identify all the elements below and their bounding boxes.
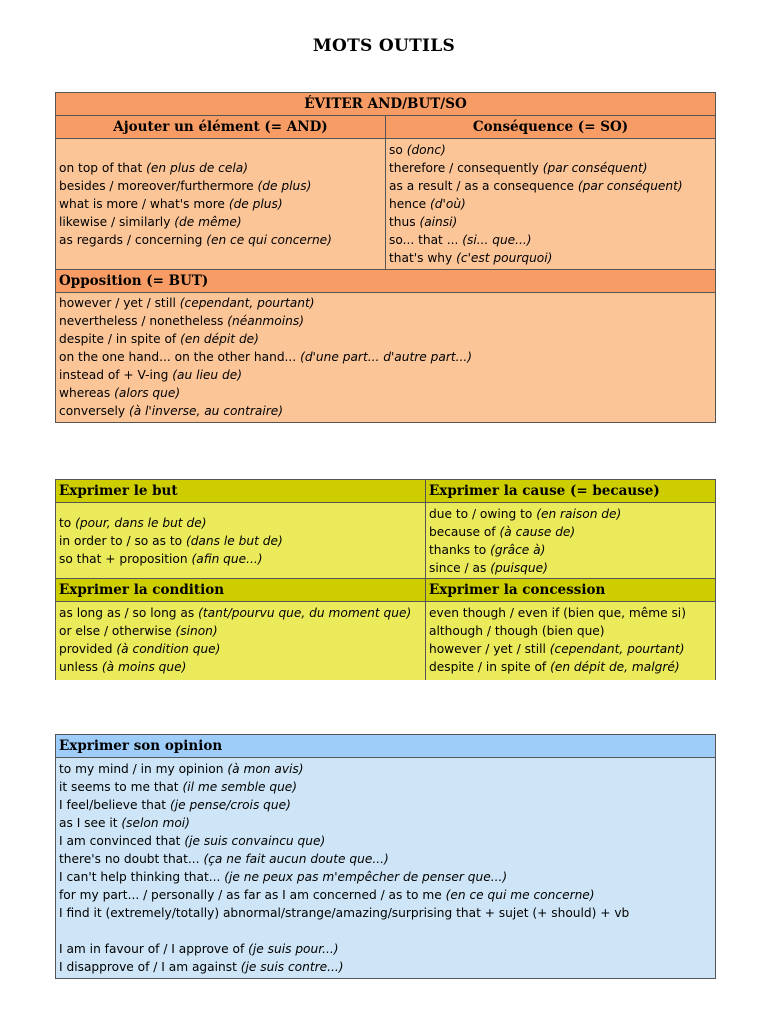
goal-header: Exprimer le but (56, 480, 426, 503)
phrase-line (429, 505, 712, 523)
phrase-french: (néanmoins) (227, 314, 304, 328)
phrase-french: (grâce à) (490, 543, 546, 557)
phrase-english: conversely (59, 404, 126, 418)
phrase-french: (je suis convaincu que) (184, 834, 326, 848)
phrase-french: (en dépit de) (180, 332, 259, 346)
opinion-gap (59, 922, 712, 940)
phrase-english: it seems to me that (59, 780, 179, 794)
phrase-french: (je suis contre...) (240, 960, 344, 974)
phrase-french: (pour, dans le but de) (75, 516, 207, 530)
phrase-line (389, 249, 712, 267)
phrase-english: I disapprove of / I am against (59, 960, 237, 974)
avoid-table-title: ÉVITER AND/BUT/SO (56, 93, 716, 116)
phrase-line (429, 604, 712, 622)
phrase-line (59, 312, 712, 330)
consequence-cell (386, 139, 716, 270)
phrase-line (389, 231, 712, 249)
phrase-english: although / though (bien que) (429, 624, 605, 638)
consequence-header: Conséquence (= SO) (386, 116, 716, 139)
goal-cell (56, 503, 426, 579)
phrase-english: unless (59, 660, 99, 674)
phrase-line (59, 366, 712, 384)
opposition-cell (56, 293, 716, 423)
phrase-french: (à cause de) (499, 525, 576, 539)
phrase-english: thanks to (429, 543, 487, 557)
concession-list (429, 604, 712, 676)
condition-header: Exprimer la condition (56, 579, 426, 602)
phrase-french: (au lieu de) (172, 368, 242, 382)
phrase-english: however / yet / still (59, 296, 176, 310)
phrase-line (59, 958, 712, 976)
phrase-english: I am convinced that (59, 834, 181, 848)
phrase-french: (alors que) (114, 386, 181, 400)
phrase-english: there's no doubt that... (59, 852, 200, 866)
cause-cell (426, 503, 716, 579)
phrase-line (429, 559, 712, 577)
phrase-english: or else / otherwise (59, 624, 172, 638)
phrase-english: in order to / so as to (59, 534, 183, 548)
phrase-french: (en dépit de, malgré) (550, 660, 680, 674)
cause-header: Exprimer la cause (= because) (426, 480, 716, 503)
phrase-french: (à mon avis) (227, 762, 304, 776)
add-element-header: Ajouter un élément (= AND) (56, 116, 386, 139)
phrase-french: (c'est pourquoi) (456, 251, 553, 265)
phrase-english: I feel/believe that (59, 798, 167, 812)
phrase-english: besides / moreover/furthermore (59, 179, 254, 193)
phrase-french: (tant/pourvu que, du moment que) (198, 606, 412, 620)
avoid-and-but-so-table (55, 92, 716, 423)
phrase-line (429, 658, 712, 676)
goal-list (59, 514, 422, 568)
consequence-list (389, 141, 712, 267)
phrase-french: (en raison de) (536, 507, 622, 521)
phrase-english: whereas (59, 386, 111, 400)
phrase-english: likewise / similarly (59, 215, 171, 229)
phrase-english: what is more / what's more (59, 197, 225, 211)
phrase-french: (je suis pour...) (248, 942, 339, 956)
phrase-french: (en ce qui me concerne) (445, 888, 595, 902)
phrase-line (59, 384, 712, 402)
cause-list (429, 505, 712, 577)
phrase-english: for my part... / personally / as far as I am concerned / as to me (59, 888, 442, 902)
phrase-french: (de plus) (257, 179, 312, 193)
phrase-line (429, 541, 712, 559)
phrase-line (429, 640, 712, 658)
phrase-line (59, 604, 422, 622)
phrase-english: since / as (429, 561, 487, 575)
phrase-english: due to / owing to (429, 507, 533, 521)
phrase-french: (cependant, pourtant) (549, 642, 685, 656)
phrase-line (59, 658, 422, 676)
phrase-english: hence (389, 197, 427, 211)
phrase-french: (donc) (406, 143, 446, 157)
phrase-line (389, 213, 712, 231)
opinion-list (59, 760, 712, 922)
phrase-line (429, 622, 712, 640)
phrase-line (59, 622, 422, 640)
phrase-english: to my mind / in my opinion (59, 762, 224, 776)
phrase-line (59, 231, 382, 249)
phrase-french: (de plus) (228, 197, 283, 211)
phrase-line (59, 348, 712, 366)
phrase-english: as long as / so long as (59, 606, 195, 620)
phrase-line (59, 514, 422, 532)
add-element-list (59, 159, 382, 249)
opinion-header: Exprimer son opinion (56, 735, 716, 758)
phrase-line (389, 159, 712, 177)
phrase-line (59, 177, 382, 195)
concession-header: Exprimer la concession (426, 579, 716, 602)
phrase-line (429, 523, 712, 541)
phrase-french: (il me semble que) (182, 780, 298, 794)
phrase-english: despite / in spite of (429, 660, 547, 674)
condition-list (59, 604, 422, 676)
phrase-line (59, 294, 712, 312)
phrase-french: (sinon) (175, 624, 218, 638)
phrase-line (59, 213, 382, 231)
phrase-line (59, 778, 712, 796)
express-table (55, 479, 716, 680)
phrase-french: (en ce qui concerne) (206, 233, 332, 247)
opinion-list-2 (59, 940, 712, 976)
phrase-english: I find it (extremely/totally) abnormal/strange/amazing/surprising that + sujet (+ should) + vb (59, 906, 630, 920)
phrase-french: (à moins que) (101, 660, 187, 674)
phrase-french: (par conséquent) (542, 161, 648, 175)
phrase-line (59, 159, 382, 177)
phrase-english: so that + proposition (59, 552, 188, 566)
phrase-english: nevertheless / nonetheless (59, 314, 224, 328)
page-title: MOTS OUTILS (312, 36, 456, 56)
phrase-english: so (389, 143, 403, 157)
phrase-english: I am in favour of / I approve of (59, 942, 245, 956)
phrase-line (59, 532, 422, 550)
phrase-english: even though / even if (bien que, même si) (429, 606, 686, 620)
phrase-english: that's why (389, 251, 453, 265)
opinion-cell (56, 758, 716, 979)
phrase-french: (dans le but de) (185, 534, 283, 548)
condition-cell (56, 602, 426, 681)
opposition-list (59, 294, 712, 420)
phrase-line (59, 550, 422, 568)
phrase-french: (ainsi) (419, 215, 458, 229)
phrase-line (59, 904, 712, 922)
phrase-french: (à l'inverse, au contraire) (128, 404, 284, 418)
phrase-french: (cependant, pourtant) (179, 296, 315, 310)
phrase-french: (selon moi) (121, 816, 190, 830)
phrase-line (59, 640, 422, 658)
phrase-french: (d'une part... d'autre part...) (300, 350, 473, 364)
phrase-english: I can't help thinking that... (59, 870, 221, 884)
phrase-english: as a result / as a consequence (389, 179, 575, 193)
phrase-english: thus (389, 215, 416, 229)
opinion-table (55, 734, 716, 979)
phrase-english: despite / in spite of (59, 332, 177, 346)
phrase-line (59, 760, 712, 778)
phrase-line (59, 402, 712, 420)
phrase-line (59, 195, 382, 213)
phrase-french: (si... que...) (462, 233, 532, 247)
phrase-english: therefore / consequently (389, 161, 539, 175)
phrase-line (59, 868, 712, 886)
phrase-line (59, 330, 712, 348)
phrase-french: (puisque) (490, 561, 548, 575)
phrase-line (59, 832, 712, 850)
phrase-line (59, 850, 712, 868)
concession-cell (426, 602, 716, 681)
phrase-english: as I see it (59, 816, 118, 830)
opposition-header: Opposition (= BUT) (56, 270, 716, 293)
phrase-french: (à condition que) (116, 642, 221, 656)
phrase-english: because of (429, 525, 496, 539)
phrase-french: (d'où) (430, 197, 466, 211)
phrase-french: (je pense/crois que) (169, 798, 291, 812)
phrase-english: however / yet / still (429, 642, 546, 656)
phrase-english: on top of that (59, 161, 143, 175)
phrase-line (59, 886, 712, 904)
phrase-line (389, 177, 712, 195)
phrase-french: (je ne peux pas m'empêcher de penser que...) (224, 870, 508, 884)
phrase-line (59, 814, 712, 832)
phrase-french: (ça ne fait aucun doute que...) (203, 852, 389, 866)
phrase-line (59, 940, 712, 958)
phrase-french: (afin que...) (191, 552, 263, 566)
add-element-cell (56, 139, 386, 270)
phrase-line (389, 141, 712, 159)
phrase-line (59, 796, 712, 814)
phrase-line (389, 195, 712, 213)
phrase-english: provided (59, 642, 113, 656)
phrase-french: (de même) (174, 215, 242, 229)
phrase-english: so... that ... (389, 233, 459, 247)
phrase-french: (en plus de cela) (146, 161, 248, 175)
phrase-english: on the one hand... on the other hand... (59, 350, 297, 364)
phrase-english: instead of + V-ing (59, 368, 169, 382)
phrase-french: (par conséquent) (577, 179, 683, 193)
phrase-english: as regards / concerning (59, 233, 203, 247)
phrase-english: to (59, 516, 72, 530)
